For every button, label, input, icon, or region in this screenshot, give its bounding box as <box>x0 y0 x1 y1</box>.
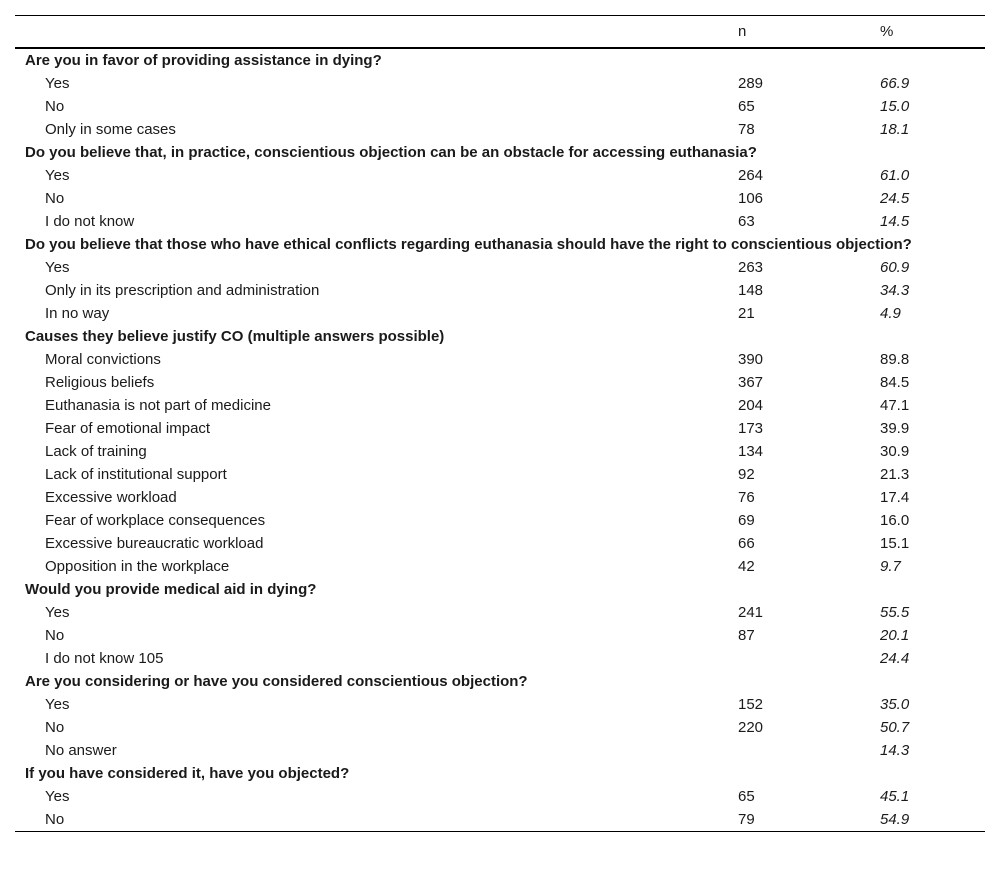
answer-label: No answer <box>45 742 117 759</box>
answer-count: 390 <box>738 351 764 368</box>
question-text: Are you in favor of providing assistance in dying? <box>25 52 382 69</box>
table-header <box>15 16 985 49</box>
answer-count: 204 <box>738 397 764 414</box>
answer-row <box>15 624 985 647</box>
answer-count: 69 <box>738 512 755 529</box>
question-text: Are you considering or have you considered conscientious objection? <box>25 673 528 690</box>
answer-percent: 54.9 <box>880 808 985 832</box>
answer-row <box>15 440 985 463</box>
answer-label: No <box>45 719 65 736</box>
survey-table-container <box>15 15 985 832</box>
answer-count: 220 <box>738 719 764 736</box>
answer-percent: 18.1 <box>880 121 910 138</box>
survey-results-table <box>15 15 985 832</box>
answer-label: No <box>15 808 738 832</box>
answer-row <box>15 95 985 118</box>
answer-count: 92 <box>738 466 755 483</box>
answer-percent: 16.0 <box>880 512 910 529</box>
answer-count: 42 <box>738 558 755 575</box>
answer-row <box>15 601 985 624</box>
answer-percent: 35.0 <box>880 696 910 713</box>
question-row <box>15 762 985 785</box>
answer-percent: 47.1 <box>880 397 910 414</box>
answer-row <box>15 256 985 279</box>
answer-percent: 9.7 <box>880 558 901 575</box>
answer-row <box>15 302 985 325</box>
answer-percent: 14.5 <box>880 213 910 230</box>
answer-label: Fear of workplace consequences <box>45 512 266 529</box>
answer-percent: 21.3 <box>880 466 910 483</box>
answer-label: Euthanasia is not part of medicine <box>45 397 271 414</box>
answer-count: 106 <box>738 190 764 207</box>
answer-percent: 4.9 <box>880 305 901 322</box>
answer-count: 367 <box>738 374 764 391</box>
answer-percent: 55.5 <box>880 604 910 621</box>
answer-row <box>15 118 985 141</box>
answer-label: No <box>45 627 65 644</box>
answer-count: 264 <box>738 167 764 184</box>
answer-row <box>15 555 985 578</box>
answer-count: 241 <box>738 604 764 621</box>
answer-count: 65 <box>738 788 755 805</box>
answer-count: 79 <box>738 808 880 832</box>
answer-percent: 84.5 <box>880 374 910 391</box>
answer-percent: 45.1 <box>880 788 910 805</box>
question-row <box>15 670 985 693</box>
answer-percent: 24.5 <box>880 190 910 207</box>
answer-label: Excessive workload <box>45 489 177 506</box>
answer-label: Yes <box>45 788 70 805</box>
answer-row <box>15 417 985 440</box>
answer-count: 66 <box>738 535 755 552</box>
answer-label: I do not know 105 <box>45 650 164 667</box>
answer-label: Fear of emotional impact <box>45 420 211 437</box>
answer-row <box>15 693 985 716</box>
answer-percent: 17.4 <box>880 489 910 506</box>
question-text: Would you provide medical aid in dying? <box>25 581 317 598</box>
question-row <box>15 48 985 72</box>
answer-count <box>738 647 880 670</box>
header-row <box>15 16 985 49</box>
answer-row <box>15 394 985 417</box>
answer-count <box>738 739 880 762</box>
answer-percent: 39.9 <box>880 420 910 437</box>
answer-label: Lack of training <box>45 443 147 460</box>
answer-percent: 34.3 <box>880 282 910 299</box>
answer-label: I do not know <box>45 213 135 230</box>
answer-label: Opposition in the workplace <box>45 558 230 575</box>
answer-label: Yes <box>45 259 70 276</box>
answer-label: No <box>45 98 65 115</box>
question-row <box>15 141 985 164</box>
answer-count: 21 <box>738 305 755 322</box>
answer-count: 289 <box>738 75 764 92</box>
answer-percent: 89.8 <box>880 351 910 368</box>
answer-count: 148 <box>738 282 764 299</box>
answer-percent: 20.1 <box>880 627 910 644</box>
answer-row <box>15 647 985 670</box>
answer-row <box>15 532 985 555</box>
answer-row <box>15 808 985 832</box>
answer-count: 173 <box>738 420 764 437</box>
answer-row <box>15 509 985 532</box>
table-body <box>15 48 985 832</box>
answer-count: 87 <box>738 627 755 644</box>
answer-row <box>15 371 985 394</box>
question-row <box>15 233 985 256</box>
answer-label: Yes <box>45 696 70 713</box>
question-row <box>15 325 985 348</box>
answer-label: No <box>45 190 65 207</box>
question-text: If you have considered it, have you objected? <box>25 765 350 782</box>
answer-row <box>15 785 985 808</box>
question-row <box>15 578 985 601</box>
question-text: Do you believe that, in practice, conscientious objection can be an obstacle for accessing euthanasia? <box>25 144 757 161</box>
question-text: Causes they believe justify CO (multiple answers possible) <box>25 328 445 345</box>
answer-label: Only in some cases <box>45 121 176 138</box>
answer-label: Yes <box>45 167 70 184</box>
answer-row <box>15 716 985 739</box>
answer-row <box>15 348 985 371</box>
answer-label: Lack of institutional support <box>45 466 227 483</box>
answer-row <box>15 486 985 509</box>
answer-percent: 66.9 <box>880 75 910 92</box>
answer-row <box>15 210 985 233</box>
answer-percent: 14.3 <box>880 742 910 759</box>
answer-label: Yes <box>45 604 70 621</box>
answer-percent: 15.1 <box>880 535 910 552</box>
answer-row <box>15 187 985 210</box>
answer-count: 63 <box>738 213 755 230</box>
answer-label: Only in its prescription and administration <box>45 282 320 299</box>
answer-percent: 50.7 <box>880 719 910 736</box>
answer-count: 76 <box>738 489 755 506</box>
answer-label: In no way <box>45 305 110 322</box>
header-percent: % <box>880 16 985 49</box>
answer-count: 263 <box>738 259 764 276</box>
answer-percent: 60.9 <box>880 259 910 276</box>
header-n: n <box>738 16 880 49</box>
answer-label: Religious beliefs <box>45 374 155 391</box>
answer-row <box>15 72 985 95</box>
answer-percent: 15.0 <box>880 98 910 115</box>
answer-percent: 61.0 <box>880 167 910 184</box>
answer-row <box>15 279 985 302</box>
answer-percent: 30.9 <box>880 443 910 460</box>
answer-row <box>15 164 985 187</box>
answer-count: 152 <box>738 696 764 713</box>
answer-row <box>15 739 985 762</box>
answer-count: 65 <box>738 98 755 115</box>
answer-label: Excessive bureaucratic workload <box>45 535 264 552</box>
header-label <box>15 16 738 49</box>
answer-label: Yes <box>45 75 70 92</box>
answer-count: 78 <box>738 121 755 138</box>
answer-percent: 24.4 <box>880 650 910 667</box>
question-text: Do you believe that those who have ethical conflicts regarding euthanasia should have the right to conscientious objection? <box>25 236 912 253</box>
answer-label: Moral convictions <box>45 351 161 368</box>
answer-row <box>15 463 985 486</box>
answer-count: 134 <box>738 443 764 460</box>
